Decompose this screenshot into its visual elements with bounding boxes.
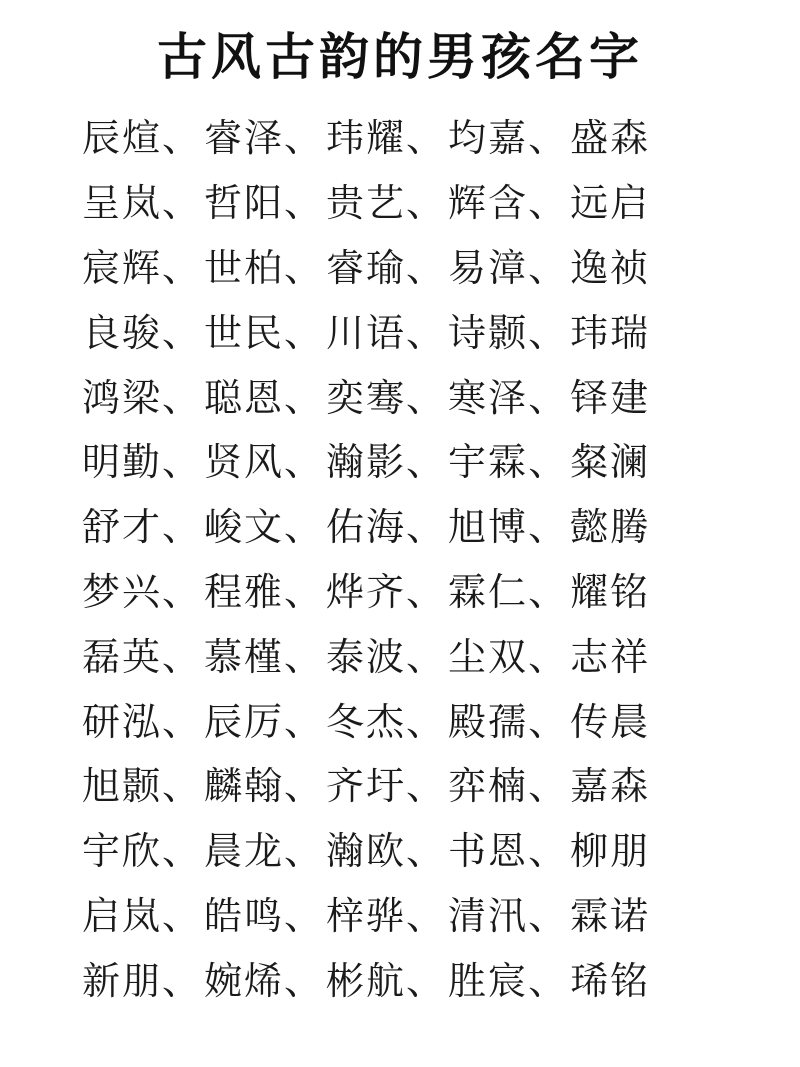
name-entry: [204, 754, 326, 818]
separator-mark: 、: [406, 245, 445, 290]
name-entry: [326, 819, 448, 883]
separator-mark: 、: [162, 699, 201, 744]
name-text: 逸祯: [570, 245, 651, 290]
name-text: 启岚: [82, 893, 163, 938]
name-text: 志祥: [570, 634, 651, 679]
name-entry: [82, 106, 204, 170]
name-entry: [570, 884, 650, 948]
separator-mark: 、: [162, 310, 201, 355]
name-entry: [448, 949, 570, 1013]
name-text: 书恩: [448, 829, 529, 874]
name-text: 瀚影: [326, 440, 407, 485]
name-text: 霖诺: [570, 893, 651, 938]
name-entry: [82, 171, 204, 235]
name-entry: [82, 690, 204, 754]
separator-mark: 、: [162, 958, 201, 1003]
name-row: [82, 495, 742, 560]
name-entry: [82, 301, 204, 365]
separator-mark: 、: [528, 116, 567, 161]
separator-mark: 、: [406, 181, 445, 226]
separator-mark: 、: [528, 505, 567, 550]
name-text: 清汛: [448, 893, 529, 938]
name-row: [82, 624, 742, 689]
name-text: 均嘉: [448, 116, 529, 161]
separator-mark: 、: [406, 829, 445, 874]
name-text: 冬杰: [326, 699, 407, 744]
name-text: 玮瑞: [570, 310, 651, 355]
name-row: [82, 171, 742, 236]
separator-mark: 、: [406, 699, 445, 744]
name-text: 泰波: [326, 634, 407, 679]
name-text: 佑海: [326, 505, 407, 550]
separator-mark: 、: [284, 764, 323, 809]
name-entry: [326, 430, 448, 494]
name-text: 烨齐: [326, 569, 407, 614]
separator-mark: 、: [162, 245, 201, 290]
name-text: 新朋: [82, 958, 163, 1003]
name-entry: [448, 366, 570, 430]
name-text: 鸿梁: [82, 375, 163, 420]
separator-mark: 、: [528, 310, 567, 355]
name-entry: [326, 625, 448, 689]
name-text: 良骏: [82, 310, 163, 355]
separator-mark: 、: [162, 505, 201, 550]
name-entry: [326, 949, 448, 1013]
separator-mark: 、: [406, 764, 445, 809]
name-entry: [448, 236, 570, 300]
separator-mark: 、: [406, 375, 445, 420]
separator-mark: 、: [406, 958, 445, 1003]
separator-mark: 、: [528, 829, 567, 874]
name-entry: [204, 236, 326, 300]
name-entry: [326, 884, 448, 948]
name-text: 婉烯: [204, 958, 285, 1003]
name-entry: [204, 301, 326, 365]
name-text: 铎建: [570, 375, 651, 420]
separator-mark: 、: [528, 634, 567, 679]
separator-mark: 、: [406, 116, 445, 161]
name-text: 峻文: [204, 505, 285, 550]
name-text: 瀚欧: [326, 829, 407, 874]
separator-mark: 、: [284, 116, 323, 161]
name-row: [82, 819, 742, 884]
name-text: 哲阳: [204, 181, 285, 226]
name-entry: [82, 366, 204, 430]
separator-mark: 、: [162, 181, 201, 226]
name-entry: [326, 560, 448, 624]
name-text: 旭颢: [82, 764, 163, 809]
separator-mark: 、: [406, 893, 445, 938]
name-text: 旭博: [448, 505, 529, 550]
name-row: [82, 689, 742, 754]
name-text: 齐圩: [326, 764, 407, 809]
name-entry: [82, 754, 204, 818]
name-entry: [570, 171, 650, 235]
name-text: 粲澜: [570, 440, 651, 485]
name-text: 宇欣: [82, 829, 163, 874]
name-entry: [570, 625, 650, 689]
name-text: 麟翰: [204, 764, 285, 809]
separator-mark: 、: [284, 634, 323, 679]
name-text: 呈岚: [82, 181, 163, 226]
name-entry: [448, 495, 570, 559]
name-text: 世民: [204, 310, 285, 355]
name-text: 辉含: [448, 181, 529, 226]
name-entry: [570, 236, 650, 300]
name-text: 耀铭: [570, 569, 651, 614]
separator-mark: 、: [162, 764, 201, 809]
separator-mark: 、: [284, 181, 323, 226]
name-row: [82, 754, 742, 819]
name-text: 奕骞: [326, 375, 407, 420]
name-entry: [204, 366, 326, 430]
name-text: 殿孺: [448, 699, 529, 744]
name-text: 宇霖: [448, 440, 529, 485]
separator-mark: 、: [406, 310, 445, 355]
name-entry: [204, 495, 326, 559]
name-entry: [326, 301, 448, 365]
name-text: 睿瑜: [326, 245, 407, 290]
name-text: 辰煊: [82, 116, 163, 161]
name-entry: [204, 884, 326, 948]
name-row: [82, 365, 742, 430]
name-text: 彬航: [326, 958, 407, 1003]
name-entry: [82, 560, 204, 624]
page-title: 古风古韵的男孩名字: [157, 27, 643, 86]
name-entry: [82, 625, 204, 689]
name-entry: [448, 754, 570, 818]
name-row: [82, 948, 742, 1013]
name-row: [82, 300, 742, 365]
name-text: 慕槿: [204, 634, 285, 679]
name-entry: [570, 819, 650, 883]
separator-mark: 、: [528, 958, 567, 1003]
name-entry: [570, 949, 650, 1013]
name-entry: [204, 560, 326, 624]
separator-mark: 、: [284, 505, 323, 550]
name-text: 易漳: [448, 245, 529, 290]
name-entry: [326, 106, 448, 170]
name-entry: [82, 819, 204, 883]
name-text: 寒泽: [448, 375, 529, 420]
separator-mark: 、: [528, 440, 567, 485]
separator-mark: 、: [162, 375, 201, 420]
name-text: 梓骅: [326, 893, 407, 938]
separator-mark: 、: [284, 958, 323, 1003]
name-text: 聪恩: [204, 375, 285, 420]
name-entry: [82, 495, 204, 559]
name-text: 舒才: [82, 505, 163, 550]
name-text: 盛森: [570, 116, 651, 161]
name-entry: [448, 106, 570, 170]
separator-mark: 、: [162, 440, 201, 485]
name-text: 睿泽: [204, 116, 285, 161]
separator-mark: 、: [284, 829, 323, 874]
name-entry: [570, 106, 650, 170]
name-text: 世柏: [204, 245, 285, 290]
name-entry: [204, 106, 326, 170]
name-text: 宸辉: [82, 245, 163, 290]
name-entry: [570, 366, 650, 430]
separator-mark: 、: [528, 375, 567, 420]
name-text: 诗颢: [448, 310, 529, 355]
name-text: 琋铭: [570, 958, 651, 1003]
separator-mark: 、: [284, 310, 323, 355]
separator-mark: 、: [528, 893, 567, 938]
name-text: 明勤: [82, 440, 163, 485]
name-entry: [326, 366, 448, 430]
name-text: 磊英: [82, 634, 163, 679]
name-text: 研泓: [82, 699, 163, 744]
name-text: 皓鸣: [204, 893, 285, 938]
separator-mark: 、: [284, 245, 323, 290]
name-row: [82, 236, 742, 301]
name-text: 懿腾: [570, 505, 651, 550]
name-entry: [570, 754, 650, 818]
name-entry: [570, 495, 650, 559]
name-entry: [204, 625, 326, 689]
name-entry: [204, 690, 326, 754]
separator-mark: 、: [284, 440, 323, 485]
name-text: 嘉森: [570, 764, 651, 809]
name-entry: [570, 690, 650, 754]
separator-mark: 、: [162, 116, 201, 161]
name-entry: [326, 690, 448, 754]
name-entry: [326, 171, 448, 235]
name-entry: [448, 625, 570, 689]
name-entry: [326, 495, 448, 559]
name-entry: [448, 884, 570, 948]
name-entry: [570, 430, 650, 494]
name-text: 梦兴: [82, 569, 163, 614]
separator-mark: 、: [284, 893, 323, 938]
name-row: [82, 560, 742, 625]
names-list: [82, 106, 742, 1013]
separator-mark: 、: [284, 699, 323, 744]
separator-mark: 、: [406, 569, 445, 614]
name-text: 川语: [326, 310, 407, 355]
name-entry: [448, 560, 570, 624]
name-text: 传晨: [570, 699, 651, 744]
separator-mark: 、: [162, 893, 201, 938]
separator-mark: 、: [528, 245, 567, 290]
name-row: [82, 884, 742, 949]
separator-mark: 、: [528, 699, 567, 744]
name-text: 辰厉: [204, 699, 285, 744]
name-entry: [570, 560, 650, 624]
name-row: [82, 106, 742, 171]
name-entry: [326, 754, 448, 818]
name-entry: [570, 301, 650, 365]
name-entry: [82, 430, 204, 494]
separator-mark: 、: [528, 181, 567, 226]
separator-mark: 、: [162, 829, 201, 874]
name-entry: [448, 171, 570, 235]
name-entry: [448, 819, 570, 883]
name-text: 贤风: [204, 440, 285, 485]
name-text: 尘双: [448, 634, 529, 679]
separator-mark: 、: [406, 440, 445, 485]
name-entry: [82, 236, 204, 300]
separator-mark: 、: [162, 634, 201, 679]
name-text: 柳朋: [570, 829, 651, 874]
name-entry: [82, 884, 204, 948]
separator-mark: 、: [162, 569, 201, 614]
name-entry: [448, 301, 570, 365]
name-text: 霖仁: [448, 569, 529, 614]
name-entry: [448, 690, 570, 754]
name-entry: [204, 949, 326, 1013]
separator-mark: 、: [528, 764, 567, 809]
name-entry: [204, 430, 326, 494]
name-entry: [82, 949, 204, 1013]
name-entry: [204, 819, 326, 883]
name-text: 贵艺: [326, 181, 407, 226]
name-text: 晨龙: [204, 829, 285, 874]
separator-mark: 、: [284, 569, 323, 614]
name-text: 远启: [570, 181, 651, 226]
separator-mark: 、: [406, 634, 445, 679]
name-entry: [448, 430, 570, 494]
name-text: 弈楠: [448, 764, 529, 809]
name-text: 玮耀: [326, 116, 407, 161]
name-entry: [204, 171, 326, 235]
name-text: 胜宸: [448, 958, 529, 1003]
name-entry: [326, 236, 448, 300]
separator-mark: 、: [284, 375, 323, 420]
separator-mark: 、: [406, 505, 445, 550]
name-text: 程雅: [204, 569, 285, 614]
separator-mark: 、: [528, 569, 567, 614]
name-row: [82, 430, 742, 495]
